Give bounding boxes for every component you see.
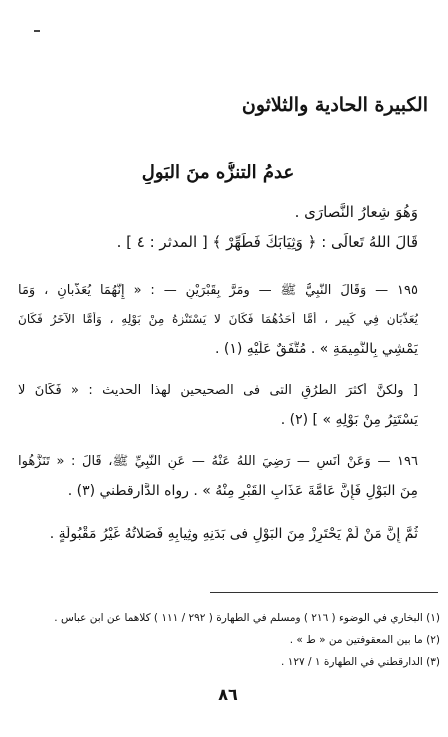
chapter-title: الكبيرة الحادية والثلاثون	[241, 94, 428, 116]
scan-mark	[34, 30, 40, 32]
hadith-195-line-1: ١٩٥ — وَقَالَ النَّبِيُّ ﷺ — ومَرَّ بِقَبْرَيْنِ — : « إِنَّهُمَا يُعَذَّبانِ ، وَمَا	[18, 283, 418, 298]
hadith-196-line-1: ١٩٦ — وَعَنْ أَنَسٍ — رَضِيَ اللهُ عَنْهُ — عَنِ النَّبِيِّ ﷺ، قَالَ : « تَنَزَّهُوا	[18, 454, 418, 469]
editorial-note-line-1: [ ولكنَّ أكثرَ الطُّرُقِ التى فى الصحيحين لهذا الحديث : « فَكَانَ لا	[18, 383, 418, 398]
conclusion-line: ثُمَّ إِنَّ مَنْ لَمْ يَحْتَرِزْ مِنَ البَوْلِ فى بَدَنِهِ وثِيابِهِ فَصَلاتُهُ غَيْرُ مَقْبُولَةٍ .	[49, 526, 418, 542]
footnote-3: (٣) الدارقطني في الطهارة ١ / ١٢٧ .	[281, 656, 440, 668]
page-number: ٨٦	[218, 685, 238, 704]
footnote-1: (١) البخاري في الوضوء ( ٢١٦ ) ومسلم في الطهارة ( ٢٩٢ / ١١١ ) كلاهما عن ابن عباس .	[54, 612, 440, 624]
text-line-1: وَهُوَ شِعارُ النَّصارَى .	[294, 203, 418, 221]
footnote-divider	[210, 592, 438, 593]
quran-verse-line: قَالَ اللهُ تَعالَى : ﴿ وَثِيَابَكَ فَطَهِّرْ ﴾ [ المدثر : ٤ ] .	[116, 233, 418, 251]
footnote-2: (٢) ما بين المعقوفتين من « ط » .	[289, 634, 440, 646]
editorial-note-line-2: يَسْتَتِرُ مِنْ بَوْلِهِ » ] (٢) .	[280, 412, 418, 428]
hadith-195-line-2: يُعَذَّبَانِ فِي كَبِيرٍ ، أَمَّا أَحَدُهُمَا فَكَانَ لا يَسْتَنْزِهُ مِنْ بَوْلِهِ ، وَأَمَّا الآخَرُ فَكَانَ	[18, 312, 418, 326]
section-title: عدمُ التنزُّه منَ البَولِ	[141, 162, 295, 183]
hadith-195-line-3: يَمْشِي بِالنَّمِيمَةِ » . مُتَّفَقٌ عَلَيْهِ (١) .	[214, 341, 418, 357]
hadith-196-line-2: مِنَ البَوْلِ فَإِنَّ عَامَّةَ عَذَابِ القَبْرِ مِنْهُ » . رواه الدَّارقطني (٣) .	[67, 483, 418, 499]
